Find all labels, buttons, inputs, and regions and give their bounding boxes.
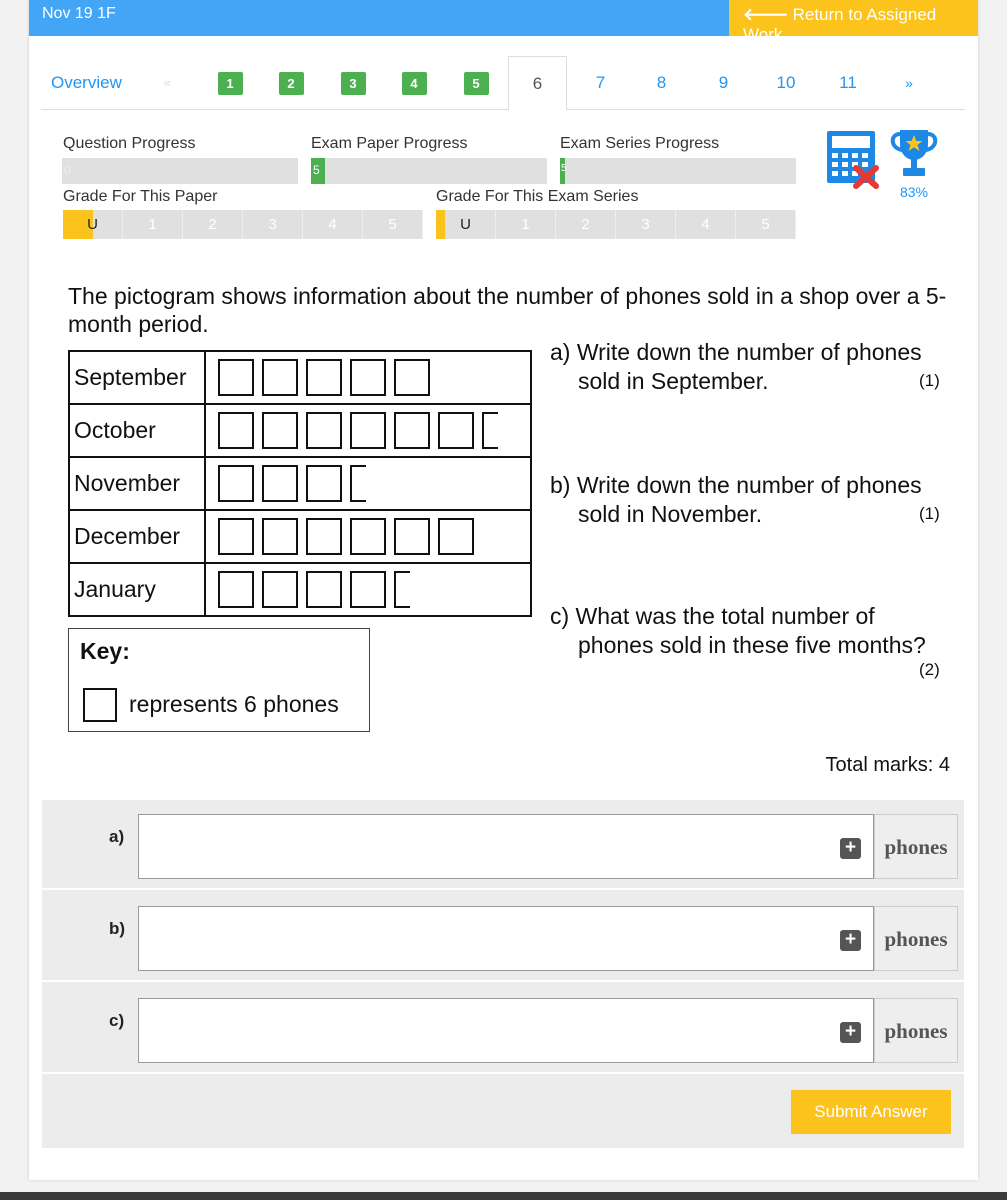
pictogram-row — [69, 563, 531, 616]
phone-square-icon — [394, 359, 430, 396]
answer-panel — [42, 800, 964, 1148]
answer-row-a — [42, 800, 964, 890]
month-label: November — [69, 457, 205, 510]
answer-label-b: b) — [109, 919, 126, 938]
answer-row-b — [42, 892, 964, 982]
series-grade-cell-2: 2 — [556, 210, 616, 239]
phone-square-icon — [306, 465, 342, 502]
tab-question-1[interactable]: 1 — [215, 56, 245, 110]
plus-icon[interactable]: + — [840, 930, 861, 951]
key-square-icon — [83, 688, 117, 722]
series-progress-bar — [560, 158, 796, 184]
paper-grade-bar — [63, 210, 423, 239]
answer-input-b[interactable] — [138, 906, 874, 971]
part-c-line2: phones sold in these five months? — [578, 632, 926, 658]
series-grade-label: Grade For This Exam Series — [436, 188, 639, 205]
pictogram-row — [69, 404, 531, 457]
phone-square-icon — [218, 465, 254, 502]
tab-question-10[interactable]: 10 — [776, 73, 796, 92]
phone-square-icon — [218, 359, 254, 396]
pictogram-icons — [205, 510, 531, 563]
phone-square-icon — [438, 412, 474, 449]
paper-grade-cell-4: 4 — [303, 210, 363, 239]
plus-icon[interactable]: + — [840, 1022, 861, 1043]
answer-input-a[interactable] — [138, 814, 874, 879]
tab-question-6[interactable]: 6 — [508, 56, 567, 111]
phone-square-icon — [306, 359, 342, 396]
question-card — [29, 0, 978, 1180]
tab-question-3[interactable]: 3 — [338, 56, 368, 110]
answer-label-a: a) — [109, 827, 125, 846]
exam-title: Nov 19 1F — [42, 5, 116, 22]
top-bar — [29, 0, 978, 44]
question-part-a — [550, 338, 970, 396]
phone-square-icon — [218, 518, 254, 555]
month-label: December — [69, 510, 205, 563]
paper-grade-cell-u: U — [63, 210, 123, 239]
phone-square-icon — [394, 518, 430, 555]
phone-square-icon — [262, 518, 298, 555]
submit-answer-button[interactable]: Submit Answer — [791, 1090, 951, 1134]
phone-square-icon — [262, 359, 298, 396]
tab-next[interactable]: » — [905, 75, 913, 91]
pictogram-row — [69, 351, 531, 404]
phone-square-icon — [350, 359, 386, 396]
total-marks: Total marks: 4 — [825, 754, 950, 776]
series-grade-cell-1: 1 — [496, 210, 556, 239]
question-part-b — [550, 471, 970, 529]
paper-grade-cell-5: 5 — [363, 210, 423, 239]
tab-question-11[interactable]: 11 — [839, 73, 857, 92]
tab-question-9[interactable]: 9 — [718, 73, 729, 92]
answer-unit-b: phones — [874, 906, 958, 971]
phone-square-icon — [306, 518, 342, 555]
question-tabs — [41, 56, 965, 110]
paper-grade-cell-1: 1 — [123, 210, 183, 239]
key-text: represents 6 phones — [129, 691, 339, 717]
month-label: October — [69, 404, 205, 457]
series-grade-cell-3: 3 — [616, 210, 676, 239]
tab-question-5[interactable]: 5 — [461, 56, 491, 110]
half-square-icon — [394, 571, 410, 608]
pictogram-icons — [205, 457, 531, 510]
phone-square-icon — [350, 518, 386, 555]
tab-prev[interactable]: « — [163, 75, 171, 90]
part-b-marks: (1) — [919, 504, 940, 523]
tab-question-7[interactable]: 7 — [595, 73, 606, 92]
question-progress-label: Question Progress — [63, 135, 196, 152]
arrow-left-icon: 🡐 — [743, 5, 789, 24]
series-grade-cell-u: U — [436, 210, 496, 239]
answer-unit-c: phones — [874, 998, 958, 1063]
trophy-icon — [886, 128, 942, 180]
phone-square-icon — [394, 412, 430, 449]
tab-overview[interactable]: Overview — [51, 73, 122, 92]
paper-progress-label: Exam Paper Progress — [311, 135, 468, 152]
calculator-not-allowed-icon — [826, 130, 882, 190]
pictogram-icons — [205, 404, 531, 457]
series-grade-bar — [436, 210, 796, 239]
question-progress-value: 0 — [64, 163, 71, 177]
pictogram-row — [69, 510, 531, 563]
pictogram-key — [68, 628, 370, 732]
answer-label-c: c) — [109, 1011, 125, 1030]
pictogram-icons — [205, 351, 531, 404]
month-label: January — [69, 563, 205, 616]
phone-square-icon — [438, 518, 474, 555]
part-b-line2: sold in November. — [578, 501, 763, 527]
month-label: September — [69, 351, 205, 404]
bottom-bar — [0, 1192, 1007, 1200]
phone-square-icon — [218, 571, 254, 608]
phone-square-icon — [306, 571, 342, 608]
series-grade-cell-4: 4 — [676, 210, 736, 239]
question-text: The pictogram shows information about the number of phones sold in a shop over a 5-month period. — [68, 283, 947, 337]
series-progress-value: 5 — [561, 163, 567, 174]
phone-square-icon — [262, 571, 298, 608]
return-to-assigned-work-button[interactable] — [729, 0, 978, 44]
paper-grade-cell-2: 2 — [183, 210, 243, 239]
half-square-icon — [482, 412, 498, 449]
part-b-line1: b) Write down the number of phones — [550, 472, 922, 498]
series-grade-cell-5: 5 — [736, 210, 796, 239]
part-a-line1: a) Write down the number of phones — [550, 339, 922, 365]
paper-grade-cell-3: 3 — [243, 210, 303, 239]
phone-square-icon — [350, 571, 386, 608]
tab-question-8[interactable]: 8 — [656, 73, 667, 92]
paper-grade-label: Grade For This Paper — [63, 188, 218, 205]
tab-question-4[interactable]: 4 — [399, 56, 429, 110]
question-progress-bar — [62, 158, 298, 184]
part-a-marks: (1) — [919, 371, 940, 390]
answer-unit-a: phones — [874, 814, 958, 879]
question-part-c — [550, 602, 970, 660]
phone-square-icon — [262, 465, 298, 502]
half-square-icon — [350, 465, 366, 502]
plus-icon[interactable]: + — [840, 838, 861, 859]
paper-progress-bar — [311, 158, 547, 184]
pictogram-table — [68, 350, 532, 617]
phone-square-icon — [218, 412, 254, 449]
answer-input-c[interactable] — [138, 998, 874, 1063]
return-label: Return to Assigned Work — [743, 5, 937, 44]
phone-square-icon — [306, 412, 342, 449]
part-c-marks: (2) — [919, 660, 940, 679]
phone-square-icon — [350, 412, 386, 449]
pictogram-icons — [205, 563, 531, 616]
tab-question-2[interactable]: 2 — [276, 56, 306, 110]
key-title: Key: — [80, 638, 130, 664]
answer-row-c — [42, 984, 964, 1074]
part-a-line2: sold in September. — [578, 368, 769, 394]
part-c-line1: c) What was the total number of — [550, 603, 875, 629]
pictogram-row — [69, 457, 531, 510]
series-progress-label: Exam Series Progress — [560, 135, 720, 152]
phone-square-icon — [262, 412, 298, 449]
paper-progress-value: 5 — [313, 163, 320, 177]
trophy-percent: 83% — [899, 184, 929, 200]
